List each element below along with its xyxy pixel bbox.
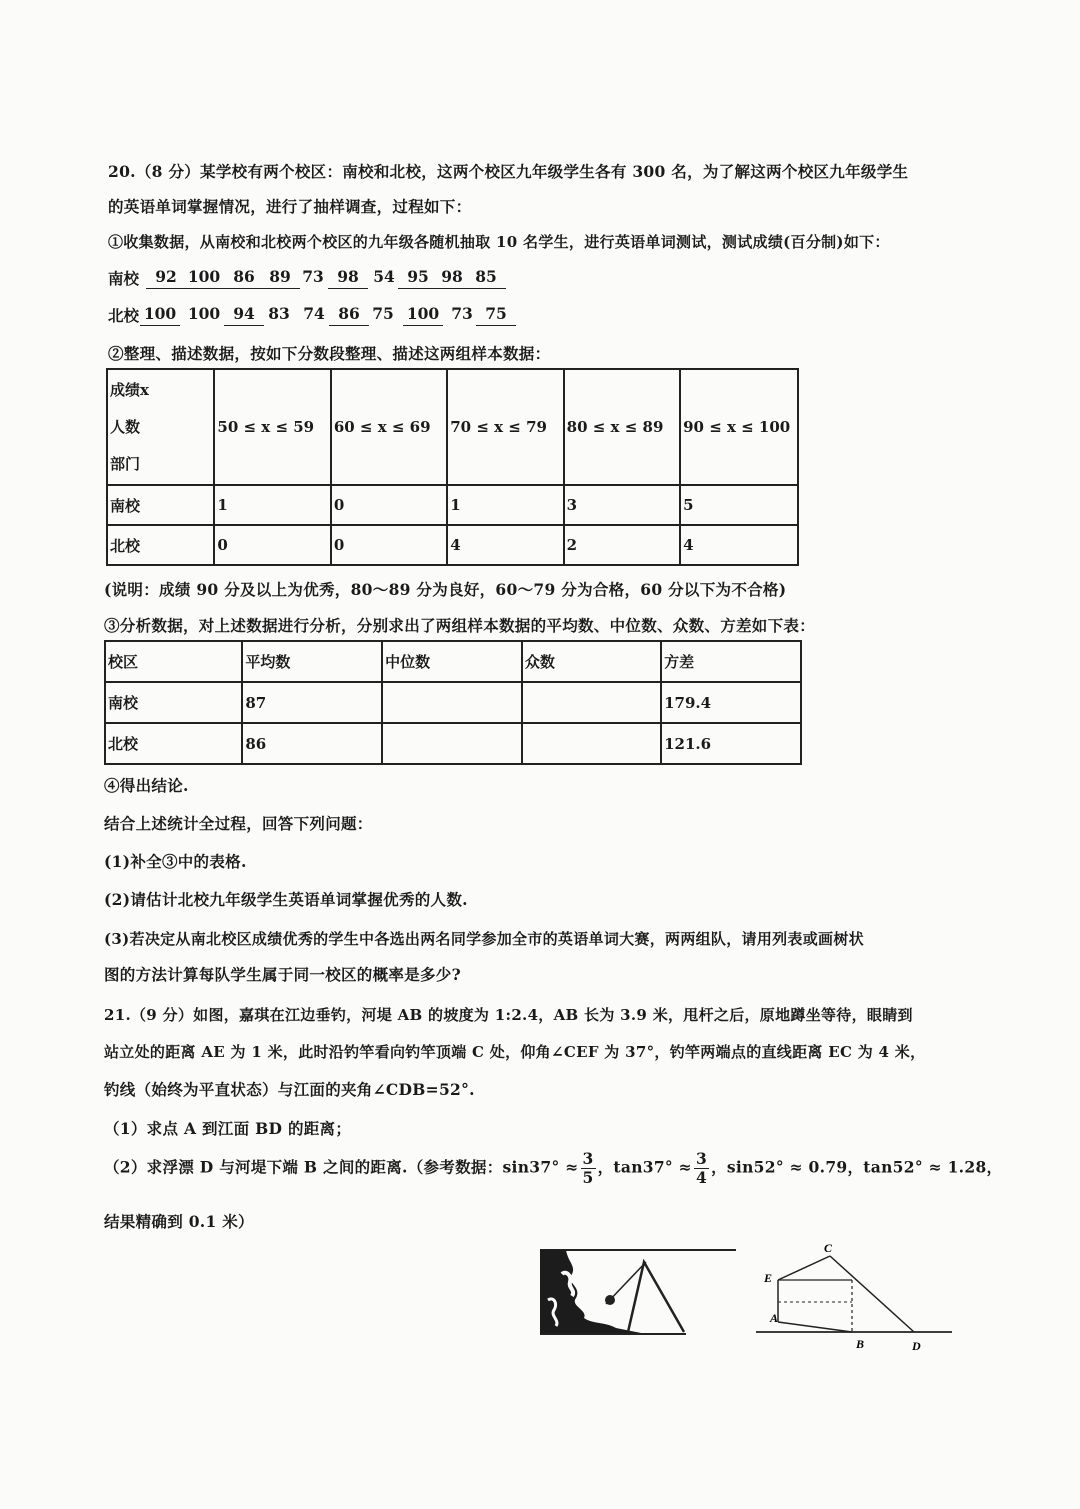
corner-score-label: 成绩x: [110, 380, 149, 399]
corner-header: [107, 369, 214, 485]
table-cell: [382, 723, 522, 764]
q21-sub2-prefix: （2）求浮漂 D 与河堤下端 B 之间的距离.（参考数据：sin37° ≈: [104, 1157, 579, 1177]
tan37-label: ，tan37° ≈: [597, 1157, 692, 1177]
table-cell: 4: [680, 525, 798, 565]
north-score: 75: [476, 304, 516, 326]
statistics-table: [104, 640, 802, 765]
q20-step2: ②整理、描述数据，按如下分数段整理、描述这两组样本数据：: [108, 344, 551, 363]
table-header: 众数: [522, 641, 661, 682]
q21-sub2-suffix: ，sin52° ≈ 0.79，tan52° ≈ 1.28，: [711, 1157, 1003, 1177]
q20-step4: ④得出结论.: [104, 776, 189, 795]
table-cell: 3: [564, 485, 680, 525]
tan37-fraction: [694, 1150, 709, 1187]
table-cell: [382, 682, 522, 723]
q20-step3: ③分析数据，对上述数据进行分析，分别求出了两组样本数据的平均数、中位数、众数、方差如下表：: [104, 616, 816, 635]
table-row: [105, 641, 801, 682]
table-header: 中位数: [382, 641, 522, 682]
table-cell: 5: [680, 485, 798, 525]
fishing-illustration: [536, 1240, 738, 1340]
q20-sub3a: (3)若决定从南北校区成绩优秀的学生中各选出两名同学参加全市的英语单词大赛，两两组队，请用列表或画树状: [104, 930, 864, 948]
south-score: 98: [432, 267, 472, 289]
table-cell: [522, 723, 661, 764]
q20-sub1: (1)补全③中的表格.: [104, 852, 247, 871]
table-cell: 北校: [105, 723, 242, 764]
table-cell: 1: [447, 485, 563, 525]
south-score: 85: [466, 267, 506, 289]
south-score: 54: [373, 267, 395, 286]
label-e: E: [764, 1271, 773, 1285]
label-c: C: [824, 1241, 833, 1255]
q20-line1: 20.（8 分）某学校有两个校区：南校和北校，这两个校区九年级学生各有 300 名，为了解这两个校区九年级学生: [108, 162, 909, 181]
table-header: 方差: [661, 641, 801, 682]
table-cell: 4: [447, 525, 563, 565]
south-score: 98: [328, 267, 368, 289]
table-row: [107, 485, 798, 525]
segment-cd: [830, 1256, 914, 1332]
range-header: 80 ≤ x ≤ 89: [564, 369, 680, 485]
south-score: 86: [224, 267, 264, 289]
geometry-diagram: [756, 1240, 956, 1355]
table-row: [105, 723, 801, 764]
south-score: 89: [260, 267, 300, 289]
segment-ab: [778, 1322, 852, 1332]
q21-line1: 21.（9 分）如图，嘉琪在江边垂钓，河堤 AB 的坡度为 1:2.4，AB 长为 3.9 米，甩杆之后，原地蹲坐等待，眼睛到: [104, 1006, 913, 1024]
range-header: 60 ≤ x ≤ 69: [331, 369, 447, 485]
table-cell: 南校: [105, 682, 242, 723]
south-score: 73: [302, 267, 324, 286]
q20-note: (说明：成绩 90 分及以上为优秀，80～89 分为良好，60～79 分为合格，60 分以下为不合格): [104, 580, 787, 599]
south-scores-row: [108, 267, 497, 289]
north-label: 北校: [108, 306, 140, 325]
north-score: 100: [140, 304, 180, 326]
table-cell: 121.6: [661, 723, 801, 764]
north-score: 100: [403, 304, 443, 326]
table-cell: 0: [331, 525, 447, 565]
south-label: 南校: [108, 269, 140, 288]
q21-line3: 钓线（始终为平直状态）与江面的夹角∠CDB=52°.: [104, 1080, 475, 1099]
q21-sub2-tail: 结果精确到 0.1 米）: [104, 1212, 254, 1231]
range-header: 50 ≤ x ≤ 59: [214, 369, 330, 485]
fraction-numerator: 3: [695, 1149, 708, 1168]
north-score: 75: [372, 304, 394, 323]
north-score: 73: [451, 304, 473, 323]
table-header: 平均数: [242, 641, 382, 682]
q20-step1: ①收集数据，从南校和北校两个校区的九年级各随机抽取 10 名学生，进行英语单词测试，测试成绩(百分制)如下：: [108, 233, 890, 251]
table-header: 校区: [105, 641, 242, 682]
north-score: 100: [187, 304, 221, 323]
table-row: [107, 525, 798, 565]
sin37-fraction: [581, 1150, 596, 1187]
table-cell: 2: [564, 525, 680, 565]
table-cell: 0: [331, 485, 447, 525]
q20-prompt: 结合上述统计全过程，回答下列问题：: [104, 814, 373, 833]
q20-line2: 的英语单词掌握情况，进行了抽样调查，过程如下：: [108, 197, 472, 216]
label-a: A: [770, 1311, 779, 1325]
table-row: [107, 369, 798, 485]
south-score: 92: [146, 267, 186, 289]
corner-count-label: 人数: [110, 417, 141, 436]
table-cell: [522, 682, 661, 723]
table-cell: 179.4: [661, 682, 801, 723]
fraction-numerator: 3: [582, 1149, 594, 1168]
north-scores-row: [108, 304, 507, 326]
q20-sub2: (2)请估计北校九年级学生英语单词掌握优秀的人数.: [104, 890, 468, 909]
table-cell: 1: [214, 485, 330, 525]
range-header: 90 ≤ x ≤ 100: [680, 369, 798, 485]
label-d: D: [912, 1339, 921, 1353]
q21-sub1: （1）求点 A 到江面 BD 的距离；: [104, 1119, 352, 1138]
row-label: 北校: [107, 525, 214, 565]
q20-sub3b: 图的方法计算每队学生属于同一校区的概率是多少?: [104, 965, 461, 984]
fraction-denominator: 4: [695, 1168, 708, 1187]
range-header: 70 ≤ x ≤ 79: [447, 369, 563, 485]
north-score: 83: [268, 304, 290, 323]
segment-ec: [778, 1256, 830, 1280]
fraction-denominator: 5: [582, 1168, 594, 1187]
north-score: 86: [329, 304, 369, 326]
north-score: 94: [224, 304, 264, 326]
table-cell: 87: [242, 682, 382, 723]
label-b: B: [856, 1337, 865, 1351]
table-cell: 0: [214, 525, 330, 565]
frequency-table: [106, 368, 799, 566]
south-score: 100: [184, 267, 224, 289]
q21-sub2: [104, 1150, 1002, 1187]
south-score: 95: [398, 267, 438, 289]
row-label: 南校: [107, 485, 214, 525]
north-score: 74: [303, 304, 325, 323]
table-cell: 86: [242, 723, 382, 764]
q21-line2: 站立处的距离 AE 为 1 米，此时沿钓竿看向钓竿顶端 C 处，仰角∠CEF 为 37°，钓竿两端点的直线距离 EC 为 4 米，: [104, 1043, 926, 1061]
table-row: [105, 682, 801, 723]
corner-dept-label: 部门: [110, 454, 141, 473]
